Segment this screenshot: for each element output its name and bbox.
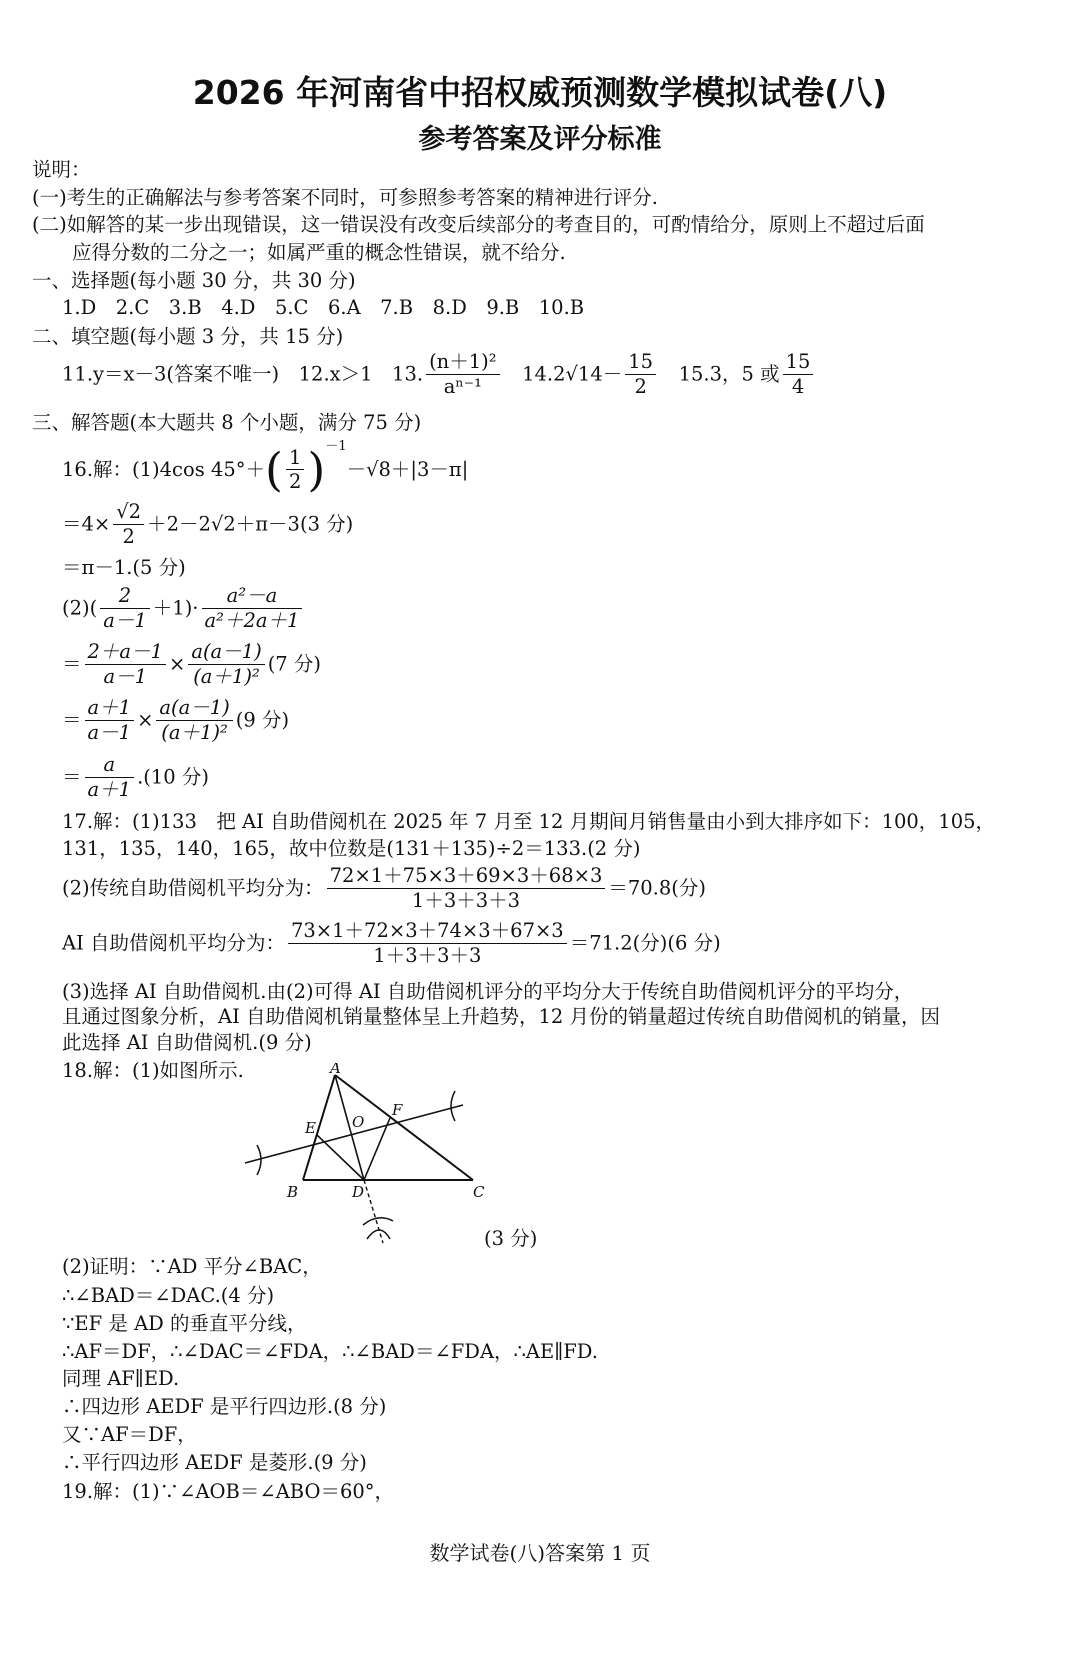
q17-l4-frac-den: 1＋3＋3＋3 <box>373 943 482 967</box>
answer-15: 15.3，5 或 <box>659 362 780 386</box>
q16-l6-frac-1-den: a－1 <box>87 720 132 744</box>
q16-l4-frac-2 <box>202 586 303 630</box>
q16-l1-text-a: 16.解：(1)4cos 45°＋ <box>62 457 265 481</box>
q17-l4-result: ＝71.2(分)(6 分) <box>569 931 721 955</box>
q17-line-6: 且通过图象分析，AI 自助借阅机销量整体呈上升趋势，12 月份的销量超过传统自助借阅机的销量，因 <box>62 1005 940 1028</box>
q16-l7-eq: ＝ <box>62 765 82 789</box>
q16-sqrt2-fraction <box>113 502 144 546</box>
fraction-13-den: aⁿ⁻¹ <box>443 374 482 398</box>
q16-line-6: ＝ $\frac{a+1}{a-1}$ × $\frac{a(a-1)}{\text{(a＋1)²}}$ (9 分) <box>62 696 290 744</box>
q16-half-fraction <box>286 445 304 493</box>
q16-l2-text-b: ＋2－2√2＋π－3(3 分) <box>147 512 354 536</box>
q16-l5-frac-1-num: 2＋a－1 <box>85 642 166 665</box>
q16-l6-frac-2-den: (a＋1)² <box>161 720 228 744</box>
q18-proof-3: ∵EF 是 AD 的垂直平分线， <box>62 1312 307 1335</box>
q16-l6-frac-2 <box>156 698 232 742</box>
q17-l3-frac <box>327 866 606 910</box>
q18-proof-2: ∴∠BAD＝∠DAC.(4 分) <box>62 1284 275 1307</box>
label-o: O <box>352 1113 365 1131</box>
q17-line-7: 此选择 AI 自助借阅机.(9 分) <box>62 1031 312 1054</box>
q16-l4-frac-2-num: a²－a <box>202 586 303 609</box>
q17-l4-frac-num: 73×1＋72×3＋74×3＋67×3 <box>288 921 567 944</box>
q17-line-5: (3)选择 AI 自助借阅机.由(2)可得 AI 自助借阅机评分的平均分大于传统自助借阅机评分的平均分， <box>62 980 914 1003</box>
q16-l6-frac-1-num: a＋1 <box>85 698 135 721</box>
page-footer: 数学试卷(八)答案第 1 页 <box>429 1541 651 1565</box>
arc-bottom-2 <box>367 1230 390 1239</box>
q18-proof-5: 同理 AF∥ED. <box>62 1367 180 1390</box>
q16-line-3: ＝π－1.(5 分) <box>62 556 186 579</box>
q18-construction-figure <box>235 1063 538 1253</box>
q16-line-2 <box>62 502 353 546</box>
page-subtitle: 参考答案及评分标准 <box>418 124 662 155</box>
q16-l6-frac-2-num: a(a－1) <box>156 698 232 721</box>
section-2-answers <box>62 352 816 396</box>
q16-line-5: ＝ $\frac{2+a-1}{a-1}$ × $\frac{a(a-1)}{\text{(a＋1)²}}$ (7 分) <box>62 640 322 688</box>
fraction-15 <box>783 352 814 396</box>
fraction-14 <box>625 352 656 396</box>
q16-sqrt2-num: √2 <box>113 502 144 525</box>
q18-line-1: 18.解：(1)如图所示. <box>62 1059 244 1082</box>
q17-l3-frac-den: 1＋3＋3＋3 <box>411 888 521 912</box>
q16-l6-score: (9 分) <box>235 708 290 732</box>
label-a: A <box>330 1063 341 1077</box>
q16-l4-frac-1-den: a－1 <box>103 608 147 632</box>
note-2-line-2: 应得分数的二分之一；如属严重的概念性错误，就不给分. <box>72 241 566 264</box>
q18-proof-4: ∴AF＝DF，∴∠DAC＝∠FDA，∴∠BAD＝∠FDA，∴AE∥FD. <box>62 1340 598 1363</box>
q16-l1-text-b: －√8＋|3－π| <box>346 457 469 481</box>
dashed-extension <box>364 1180 383 1243</box>
fraction-15-num: 15 <box>783 352 814 375</box>
note-2-line-1: (二)如解答的某一步出现错误，这一错误没有改变后续部分的考查目的，可酌情给分，原则上不超过后面 <box>32 213 925 236</box>
label-d: D <box>352 1183 365 1201</box>
q16-l7-score: .(10 分) <box>137 765 209 789</box>
q17-line-3 <box>62 866 706 910</box>
q16-line-4 <box>62 586 305 630</box>
label-e: E <box>305 1119 316 1137</box>
fraction-14-den: 2 <box>634 374 647 398</box>
q17-l4-frac <box>288 921 567 965</box>
q16-l6-frac-1 <box>85 698 135 742</box>
q16-line-1: 16.解：(1)4cos 45°＋( $\frac{1}{2}$ )$^{-1}$－√8＋|3－π| <box>62 439 469 497</box>
q16-l7-frac-num: a <box>85 755 135 778</box>
fraction-13-num: (n＋1)² <box>426 352 500 375</box>
fraction-13 <box>426 352 500 396</box>
q16-half-den: 2 <box>288 470 302 493</box>
q17-line-1: 17.解：(1)133 把 AI 自助借阅机在 2025 年 7 月至 12 月期间月销售量由小到大排序如下：100，105， <box>62 810 996 833</box>
section-3-heading: 三、解答题(本大题共 8 个小题，满分 75 分) <box>32 411 422 434</box>
notes-heading: 说明： <box>32 158 91 181</box>
q18-proof-1: (2)证明：∵AD 平分∠BAC， <box>62 1255 322 1278</box>
q18-proof-6: ∴四边形 AEDF 是平行四边形.(8 分) <box>62 1395 387 1418</box>
q16-l6-eq: ＝ <box>62 708 82 732</box>
q16-l5-frac-1-den: a－1 <box>103 664 148 688</box>
q16-l4-frac-2-den: a²＋2a＋1 <box>204 608 300 632</box>
fraction-14-num: 15 <box>625 352 656 375</box>
q16-l5-frac-1 <box>85 642 166 686</box>
answer-14: 14.2√14－ <box>502 362 623 386</box>
label-f: F <box>392 1101 403 1119</box>
q16-l5-frac-2-den: (a＋1)² <box>193 664 260 688</box>
q18-proof-7: 又∵AF＝DF， <box>62 1423 197 1446</box>
q17-line-4 <box>62 921 721 965</box>
page-title: 2026 年河南省中招权威预测数学模拟试卷(八) <box>192 73 888 112</box>
q18-figure-score: (3 分) <box>484 1227 538 1250</box>
q16-l4-text-b: ＋1)· <box>152 596 199 620</box>
label-c: C <box>473 1183 485 1201</box>
section-1-answers: 1.D 2.C 3.B 4.D 5.C 6.A 7.B 8.D 9.B 10.B <box>62 296 585 319</box>
q16-l4-text-a: (2)( <box>62 596 98 620</box>
fraction-15-den: 4 <box>791 374 805 398</box>
q19-line-1: 19.解：(1)∵∠AOB＝∠ABO＝60°， <box>62 1480 395 1503</box>
section-2-heading: 二、填空题(每小题 3 分，共 15 分) <box>32 325 344 348</box>
q16-l7-frac <box>85 755 135 799</box>
arc-bottom-1 <box>363 1218 393 1225</box>
answers-11-13: 11.y＝x－3(答案不唯一) 12.x＞1 13. <box>62 362 424 386</box>
q16-l5-frac-2-num: a(a－1) <box>188 642 264 665</box>
q17-l3-text: (2)传统自助借阅机平均分为： <box>62 876 324 900</box>
q16-l4-frac-1 <box>100 586 150 630</box>
q16-l5-frac-2 <box>188 642 264 686</box>
q16-l4-frac-1-num: 2 <box>100 586 150 609</box>
label-b: B <box>287 1183 299 1201</box>
q17-l3-frac-num: 72×1＋75×3＋69×3＋68×3 <box>327 866 606 889</box>
q17-l4-text: AI 自助借阅机平均分为： <box>62 931 285 955</box>
q18-proof-8: ∴平行四边形 AEDF 是菱形.(9 分) <box>62 1451 367 1474</box>
q16-l2-text-a: ＝4× <box>62 512 111 536</box>
q16-l7-frac-den: a＋1 <box>87 777 132 801</box>
q17-l3-result: ＝70.8(分) <box>608 876 706 900</box>
q16-sqrt2-den: 2 <box>122 524 135 548</box>
q16-l5-score: (7 分) <box>267 652 322 676</box>
note-1: (一)考生的正确解法与参考答案不同时，可参照参考答案的精神进行评分. <box>32 186 658 209</box>
q17-line-2: 131，135，140，165，故中位数是(131＋135)÷2＝133.(2 分) <box>62 837 641 860</box>
arc-right <box>451 1091 455 1121</box>
section-1-heading: 一、选择题(每小题 30 分，共 30 分) <box>32 269 356 292</box>
q16-exponent: －1 <box>325 439 347 454</box>
q16-l5-eq: ＝ <box>62 652 82 676</box>
q16-half-num: 1 <box>286 448 304 471</box>
q16-line-7 <box>62 755 209 799</box>
